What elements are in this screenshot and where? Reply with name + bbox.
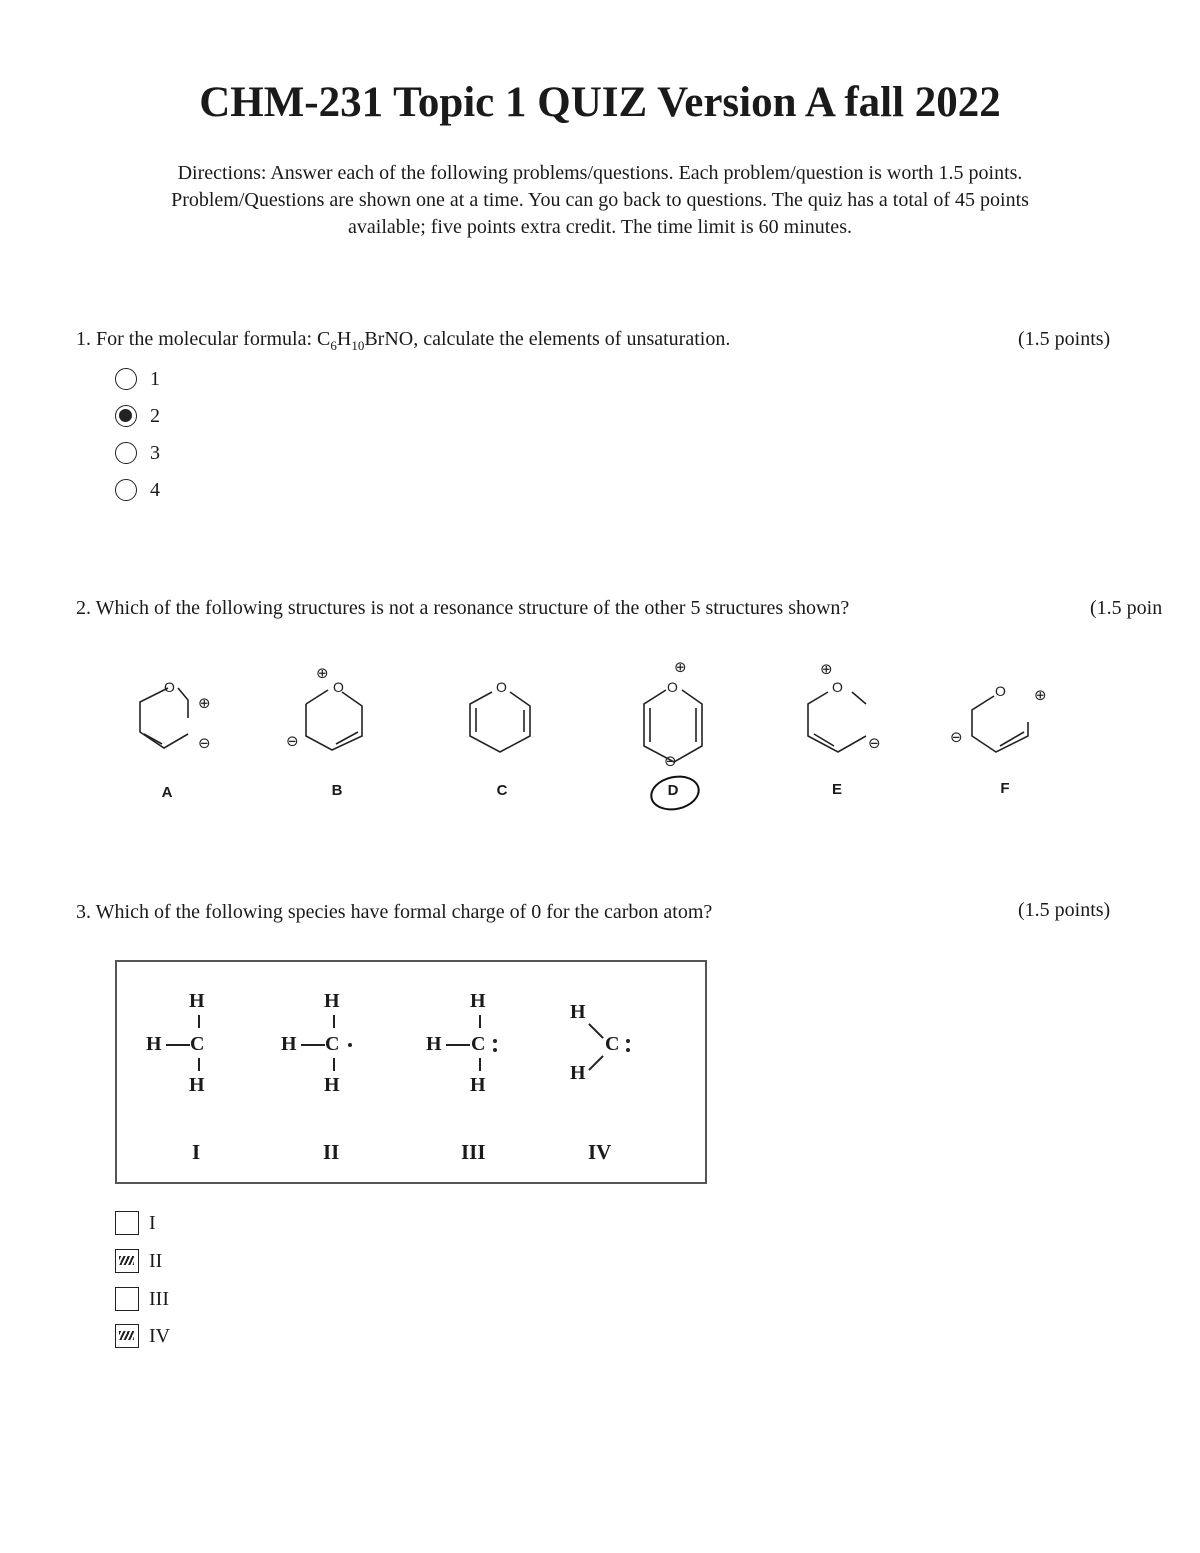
- resonance-structures: [0, 650, 1200, 770]
- structure-a: [140, 688, 188, 748]
- q1-option-2[interactable]: 2: [115, 402, 160, 430]
- question-text: Which of the following species have formal charge of 0 for the carbon atom?: [95, 901, 713, 923]
- question-number: 1.: [76, 328, 91, 350]
- radio-button[interactable]: [115, 368, 137, 390]
- atom-o-b: O: [333, 679, 344, 695]
- structure-label-e: E: [831, 781, 842, 798]
- species-label-iv: IV: [588, 1140, 612, 1164]
- plus-charge-b: ⊕: [316, 664, 329, 682]
- radio-button[interactable]: [115, 479, 137, 501]
- structure-label-c: C: [496, 782, 508, 799]
- species-label-iii: III: [461, 1140, 486, 1164]
- q3-option-ii[interactable]: II: [115, 1247, 162, 1275]
- checkbox[interactable]: [115, 1211, 139, 1235]
- directions-line-1: Directions: Answer each of the following problems/questions. Each problem/question is worth 1.5 points.: [177, 162, 1023, 184]
- minus-charge-b: ⊖: [286, 732, 299, 750]
- radio-button-selected[interactable]: [115, 405, 137, 427]
- question-number: 3.: [76, 901, 91, 923]
- q3-option-iii[interactable]: III: [115, 1285, 169, 1313]
- species-label-ii: II: [323, 1140, 340, 1164]
- question-2-points: (1.5 poin: [1090, 597, 1163, 619]
- atom-o-d: O: [667, 679, 678, 695]
- question-1: [76, 328, 730, 354]
- checkbox[interactable]: [115, 1287, 139, 1311]
- question-number: 2.: [76, 597, 91, 619]
- q3-option-i[interactable]: I: [115, 1209, 156, 1237]
- plus-charge-e: ⊕: [820, 660, 833, 678]
- structure-label-a: A: [161, 784, 173, 801]
- question-2: [76, 597, 849, 620]
- minus-charge-f: ⊖: [950, 728, 963, 746]
- structure-label-b: B: [331, 782, 343, 799]
- structure-f: [972, 696, 1028, 752]
- directions-line-2: Problem/Questions are shown one at a time. You can go back to questions. The quiz has a total of 45 points: [171, 189, 1029, 211]
- q1-option-1[interactable]: 1: [115, 365, 160, 393]
- q1-option-3[interactable]: 3: [115, 439, 160, 467]
- question-text: Which of the following structures is not a resonance structure of the other 5 structures shown?: [95, 597, 850, 619]
- structure-b: [306, 690, 362, 750]
- atom-o-e: O: [832, 679, 843, 695]
- radio-button[interactable]: [115, 442, 137, 464]
- structure-label-f: F: [1000, 780, 1010, 797]
- structure-c: [470, 692, 530, 752]
- minus-charge-d: ⊖: [664, 752, 677, 770]
- atom-o-a: O: [164, 679, 175, 695]
- question-3: [76, 901, 712, 924]
- checkbox-checked[interactable]: [115, 1324, 139, 1348]
- minus-charge-a: ⊖: [198, 734, 211, 752]
- checkbox-checked[interactable]: [115, 1249, 139, 1273]
- question-text: For the molecular formula: $C_6H_{10}BrNO$, calculate the elements of unsaturation.: [96, 328, 731, 353]
- plus-charge-d: ⊕: [674, 658, 687, 676]
- question-3-points: (1.5 points): [1018, 899, 1111, 921]
- plus-charge-a: ⊕: [198, 694, 211, 712]
- page-title: CHM-231 Topic 1 QUIZ Version A fall 2022: [199, 79, 1001, 126]
- species-label-i: I: [192, 1140, 201, 1164]
- directions-line-3: available; five points extra credit. The time limit is 60 minutes.: [348, 216, 852, 238]
- structure-e: [808, 692, 866, 752]
- atom-o-c: O: [496, 679, 507, 695]
- q3-option-iv[interactable]: IV: [115, 1322, 170, 1350]
- structure-label-d: D: [667, 782, 679, 799]
- q1-option-4[interactable]: 4: [115, 476, 160, 504]
- minus-charge-e: ⊖: [868, 734, 881, 752]
- plus-charge-f: ⊕: [1034, 686, 1047, 704]
- answer-circle-mark: [647, 771, 703, 815]
- atom-o-f: O: [995, 683, 1006, 699]
- question-1-points: (1.5 points): [1018, 328, 1111, 350]
